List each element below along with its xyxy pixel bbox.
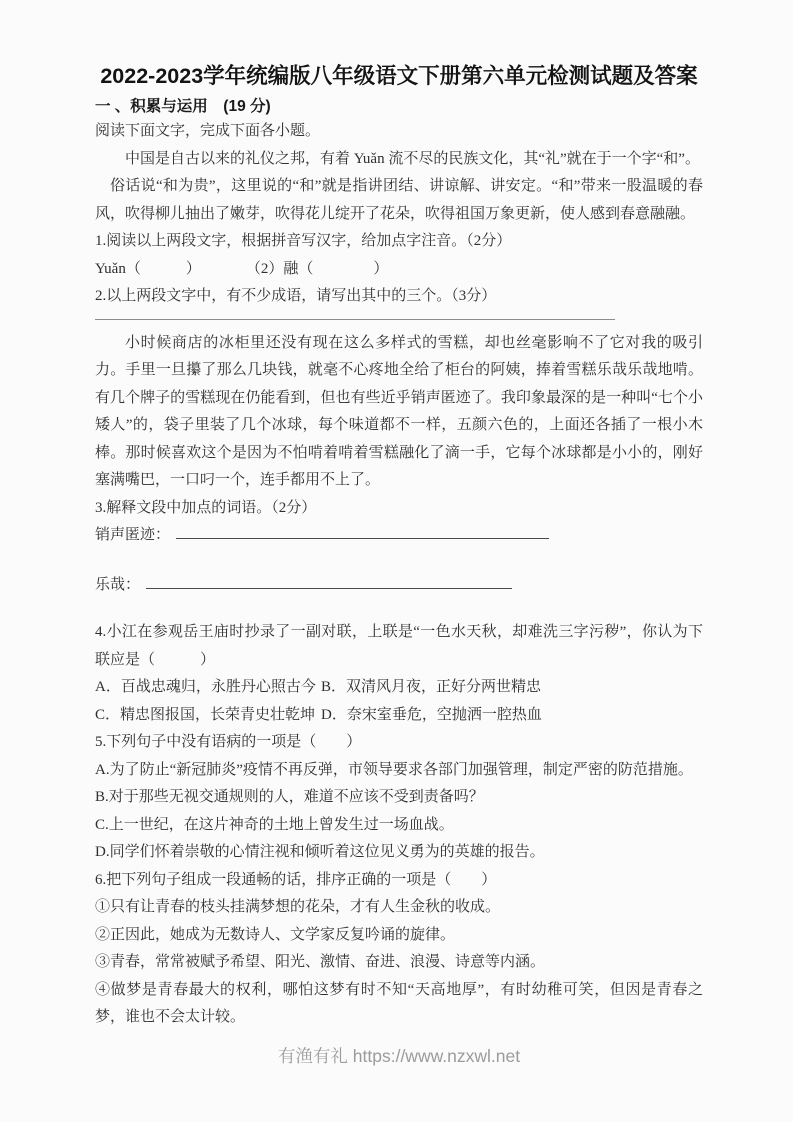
question-6-item-3: ③青春，常常被赋予希望、阳光、激情、奋进、浪漫、诗意等内涵。: [95, 954, 546, 970]
answer-blank-1: [176, 523, 549, 539]
question-3-term-1: [95, 522, 703, 550]
question-5-option-b: B.对于那些无视交通规则的人，难道不应该不受到责备吗？: [95, 789, 484, 805]
section-heading: 一 、积累与运用 (19 分): [95, 98, 271, 115]
question-4-option-b: B．双清风月夜，正好分两世精忠: [321, 679, 542, 695]
answer-rule-line: [95, 319, 615, 320]
question-1-text: 1.阅读以上两段文字，根据拼音写汉字，给加点字注音。（2分）: [95, 233, 512, 249]
passage2-paragraph: 小时候商店的冰柜里还没有现在这么多样式的雪糕，却也丝毫影响不了它对我的吸引力。手里一旦攥了那么几块钱，就毫不心疼地全给了柜台的阿姨，捧着雪糕乐哉乐哉地啃。有几个牌子的雪糕现在仍能看到，但也有些近乎销声匿迹了。我印象最深的是一种叫“七个小矮人”的，袋子里装了几个冰球，每个味道都不一样，五颜六色的，上面还各插了一根小木棒。那时候喜欢这个是因为不怕啃着啃着雪糕融化了滴一手，它每个冰球都是小小的，刚好塞满嘴巴，一口叼一个，连手都用不上了。: [95, 334, 703, 488]
question-4-options-row-2: [95, 702, 703, 730]
question-4-options-row-1: [95, 674, 703, 702]
answer-blank-2: [146, 573, 512, 589]
term-1-label: 销声匿迹：: [95, 527, 171, 543]
passage1-paragraph-2: 俗话说“和为贵”，这里说的“和”就是指讲团结、讲谅解、讲安定。“和”带来一股温暖的春风，吹得柳儿抽出了嫩芽，吹得花儿绽开了花朵，吹得祖国万象更新，使人感到春意融融。: [95, 178, 703, 222]
page-title: 2022-2023学年统编版八年级语文下册第六单元检测试题及答案: [100, 64, 698, 88]
passage1-paragraph-1: 中国是自古以来的礼仪之邦，有着 Yuǎn 流不尽的民族文化，其“礼”就在于一个字“和”。: [125, 150, 700, 167]
intro-text: 阅读下面文字，完成下面各小题。: [95, 123, 321, 139]
question-2-text: 2.以上两段文字中，有不少成语，请写出其中的三个。（3分）: [95, 288, 497, 304]
question-4-text: 4.小江在参观岳王庙时抄录了一副对联，上联是“一色水天秋，却难洗三字污秽”，你认为下联应是（ ）: [95, 624, 703, 668]
question-5-option-c: C.上一世纪，在这片神奇的土地上曾发生过一场血战。: [95, 816, 454, 833]
question-4-option-d: D．奈宋室垂危，空抛洒一腔热血: [321, 706, 542, 723]
question-5-option-d: D.同学们怀着崇敬的心情注视和倾听着这位见义勇为的英雄的报告。: [95, 844, 545, 860]
footer-watermark: 有渔有礼 https://www.nzxwl.net: [277, 1045, 521, 1066]
question-1-blanks: Yuǎn（ ） （2）融（ ）: [95, 260, 389, 277]
question-3-term-2: [95, 572, 703, 600]
question-6-item-4: ④做梦是青春最大的权利，哪怕这梦有时不知“天高地厚”，有时幼稚可笑，但因是青春之梦，谁也不会太计较。: [95, 981, 703, 1025]
question-3-text: 3.解释文段中加点的词语。（2分）: [95, 499, 317, 516]
question-4-option-c: C．精忠图报国，长荣青史壮乾坤: [95, 706, 316, 723]
question-5-text: 5.下列句子中没有语病的一项是（ ）: [95, 734, 362, 750]
question-6-text: 6.把下列句子组成一段通畅的话，排序正确的一项是（ ）: [95, 871, 497, 888]
question-5-option-a: A.为了防止“新冠肺炎”疫情不再反弹，市领导要求各部门加强管理，制定严密的防范措施。: [95, 761, 693, 778]
term-2-label: 乐哉：: [95, 576, 141, 593]
question-4-option-a: A．百战忠魂归，永胜丹心照古今: [95, 679, 316, 695]
question-6-item-1: ①只有让青春的枝头挂满梦想的花朵，才有人生金秋的收成。: [95, 899, 501, 915]
question-6-item-2: ②正因此，她成为无数诗人、文学家反复吟诵的旋律。: [95, 926, 456, 943]
